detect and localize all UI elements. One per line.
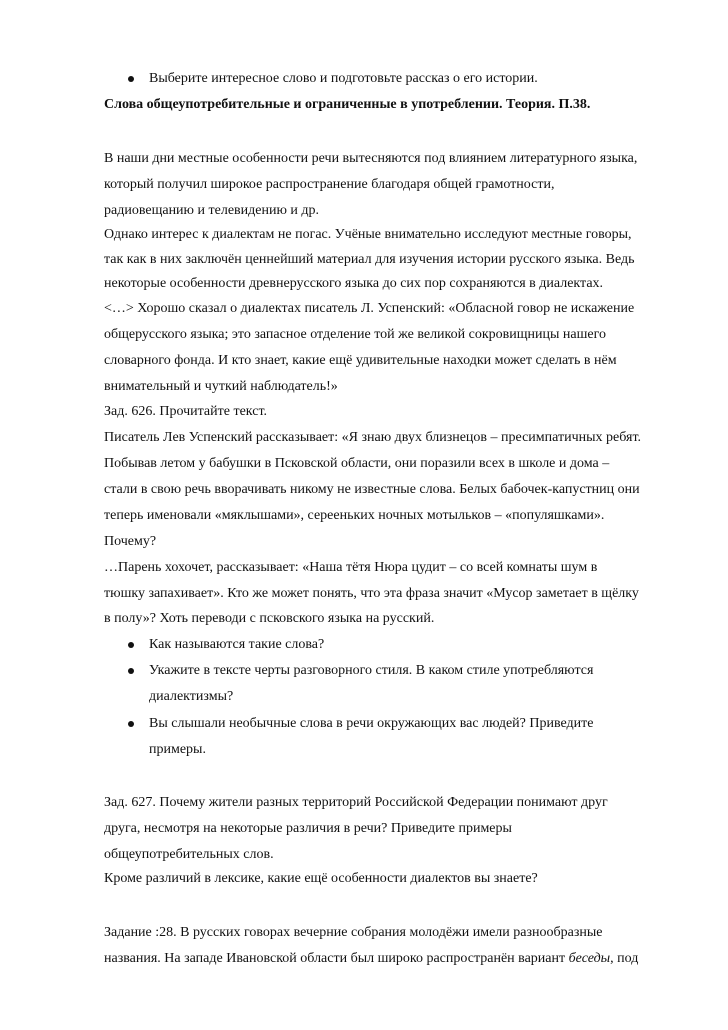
text-line: …Парень хохочет, рассказывает: «Наша тётя Нюра цудит – со всей комнаты шум в	[104, 560, 598, 575]
text-segment: , под	[610, 951, 639, 966]
text-segment: названия. На западе Ивановской области был широко распространён вариант	[104, 951, 569, 966]
text-line: внимательный и чуткий наблюдатель!»	[104, 379, 338, 394]
text-line: Кроме различий в лексике, какие ещё особенности диалектов вы знаете?	[104, 871, 538, 886]
text-line: Однако интерес к диалектам не погас. Учёные внимательно исследуют местные говоры,	[104, 227, 632, 242]
text-line: который получил широкое распространение благодаря общей грамотности,	[104, 177, 555, 192]
question-text: Вы слышали необычные слова в речи окружающих вас людей? Приведите	[149, 716, 594, 731]
text-line: Зад. 627. Почему жители разных территорий Российской Федерации понимают друг	[104, 795, 608, 810]
question-text: Как называются такие слова?	[149, 637, 325, 652]
task-626-title: Зад. 626. Прочитайте текст.	[104, 404, 268, 419]
question-text-continued: диалектизмы?	[149, 689, 234, 704]
bullet-icon	[128, 76, 134, 82]
question-text: Укажите в тексте черты разговорного стиля. В каком стиле употребляются	[149, 663, 594, 678]
text-line: радиовещанию и телевидению и др.	[104, 203, 320, 218]
text-line: <…> Хорошо сказал о диалектах писатель Л. Успенский: «Обласной говор не искажение	[104, 301, 635, 316]
text-line: Писатель Лев Успенский рассказывает: «Я знаю двух близнецов – пресимпатичных ребят.	[104, 430, 642, 445]
section-heading: Слова общеупотребительные и ограниченные в употреблении. Теория. П.38.	[104, 97, 591, 112]
text-line: В наши дни местные особенности речи вытесняются под влиянием литературного языка,	[104, 151, 638, 166]
text-line: друга, несмотря на некоторые различия в речи? Приведите примеры	[104, 821, 512, 836]
text-line: теперь именовали «мяклышами», серееньких ночных мотыльков – «популяшками».	[104, 508, 605, 523]
question-text-continued: примеры.	[149, 742, 206, 757]
text-line: Почему?	[104, 534, 157, 549]
emphasized-word: беседы	[568, 951, 611, 966]
text-line: общеупотребительных слов.	[104, 847, 274, 862]
text-line: некоторые особенности древнерусского языка до сих пор сохраняются в диалектах.	[104, 276, 604, 291]
text-line: общерусского языка; это запасное отделение той же великой сокровищницы нашего	[104, 327, 607, 342]
intro-bullet-text: Выберите интересное слово и подготовьте рассказ о его истории.	[149, 71, 538, 86]
bullet-icon	[128, 721, 134, 727]
text-line: тюшку запахивает». Кто же может понять, что эта фраза значит «Мусор заметает в щёлку	[104, 586, 639, 601]
text-line: в полу»? Хоть переводи с псковского языка на русский.	[104, 611, 435, 626]
text-line: Задание :28. В русских говорах вечерние собрания молодёжи имели разнообразные	[104, 925, 603, 940]
text-line: стали в свою речь вворачивать никому не известные слова. Белых бабочек-капустниц они	[104, 482, 640, 497]
text-line-with-emphasis	[104, 946, 638, 972]
text-line: так как в них заключён ценнейший материал для изучения истории русского языка. Ведь	[104, 252, 635, 267]
text-line: Побывав летом у бабушки в Псковской области, они поразили всех в школе и дома –	[104, 456, 610, 471]
bullet-icon	[128, 668, 134, 674]
text-line: словарного фонда. И кто знает, какие ещё удивительные находки может сделать в нём	[104, 353, 617, 368]
bullet-icon	[128, 642, 134, 648]
